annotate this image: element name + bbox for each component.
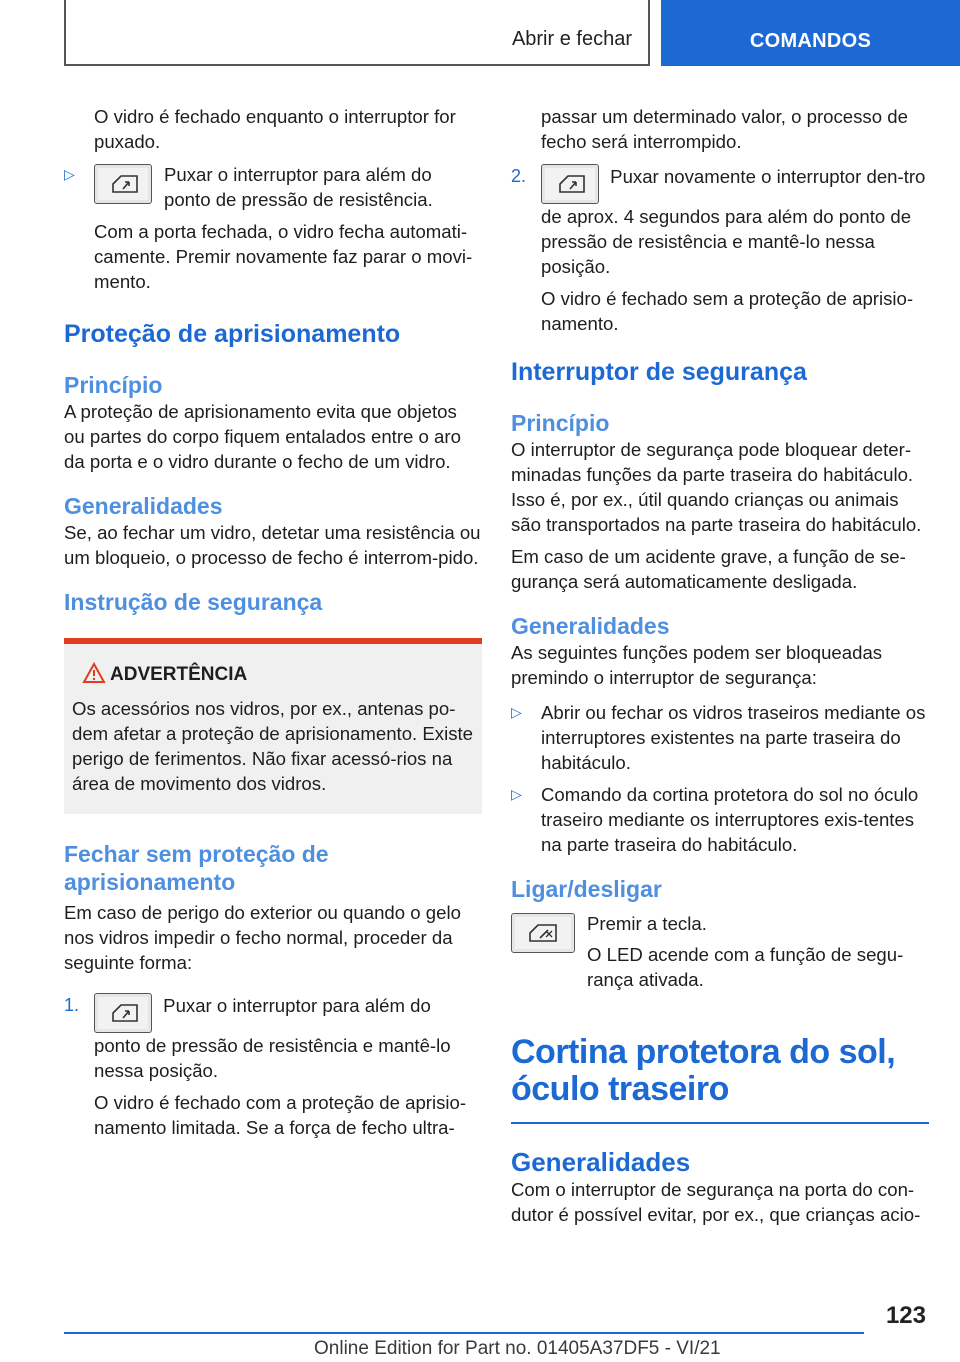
list-item <box>64 993 482 1083</box>
list-item <box>511 164 929 279</box>
continued-paragraph: passar um determinado valor, o processo de fecho será interrompido. <box>541 106 908 152</box>
step-number: 2. <box>511 166 527 186</box>
header-section-title: Abrir e fechar <box>511 28 632 50</box>
subheading-fechar: Fechar sem proteção de aprisionamento <box>64 841 329 895</box>
footer-rule <box>64 1332 864 1334</box>
warning-box <box>64 638 482 814</box>
subheading-ligar: Ligar/desligar <box>511 876 662 902</box>
warning-text: Os acessórios nos vidros, por ex., antenas po-dem afetar a proteção de aprisionamento. Existe perigo de ferimentos. Não fixar acessó-rios na área de movimento dos vidros. <box>72 698 474 794</box>
chapter-heading-cortina: Cortina protetora do sol, óculo traseiro <box>511 1033 896 1108</box>
step1-result: O vidro é fechado com a proteção de aprisio-namento limitada. Se a força de fecho ultra- <box>94 1092 467 1138</box>
generalidades-2-paragraph: Com o interruptor de segurança na porta do con-dutor é possível evitar, por ex., que crianças acio- <box>511 1179 921 1225</box>
list-item <box>511 782 929 857</box>
principio-paragraph-1: O interruptor de segurança pode bloquear deter-minadas funções da parte traseira do habitáculo. Isso é, por ex., útil quando crianças ou animais são transportados na parte traseira do habitáculo. <box>511 439 922 535</box>
generalidades-paragraph: As seguintes funções podem ser bloqueadas premindo o interruptor de segurança: <box>511 642 883 688</box>
bullet-triangle-icon: ▷ <box>511 704 522 720</box>
step-text: Puxar novamente o interruptor den-tro de aprox. 4 segundos para além do ponto de pressão de resistência e mantê-lo nessa posição. <box>541 166 926 277</box>
warning-title: ADVERTÊNCIA <box>72 664 474 686</box>
ligar-block <box>511 911 929 992</box>
principio-paragraph-2: Em caso de um acidente grave, a função de se-gurança será automaticamente desligada. <box>511 546 906 592</box>
subheading-generalidades: Generalidades <box>511 613 670 639</box>
subheading-instrucao: Instrução de segurança <box>64 589 323 615</box>
list-item <box>511 700 929 775</box>
bullet-text: Abrir ou fechar os vidros traseiros mediante os interruptores existentes na parte traseira do habitáculo. <box>541 702 926 773</box>
list-item <box>64 162 482 212</box>
auto-close-paragraph: Com a porta fechada, o vidro fecha automati-camente. Premir novamente faz parar o movi-mento. <box>94 221 473 292</box>
subheading-generalidades-2: Generalidades <box>511 1147 691 1177</box>
bullet-text: Puxar o interruptor para além do ponto de pressão de resistência. <box>164 164 433 210</box>
header-section-box <box>64 0 650 66</box>
header-chapter-label: COMANDOS <box>749 29 872 52</box>
subheading-generalidades: Generalidades <box>64 493 223 519</box>
page-number: 123 <box>885 1302 926 1329</box>
heading-rule <box>511 1122 929 1124</box>
step2-result: O vidro é fechado sem a proteção de aprisio-namento. <box>541 288 914 334</box>
step-text: Puxar o interruptor para além do ponto de pressão de resistência e mantê-lo nessa posição. <box>94 995 451 1081</box>
footer-edition: Online Edition for Part no. 01405A37DF5 - VI/21 <box>314 1338 721 1359</box>
generalidades-paragraph: Se, ao fechar um vidro, detetar uma resistência ou um bloqueio, o processo de fecho é interrom-pido. <box>64 522 481 568</box>
safety-switch-icon <box>511 913 575 953</box>
intro-paragraph: O vidro é fechado enquanto o interruptor for puxado. <box>94 106 456 152</box>
ligar-paragraph-2-first: O LED acende com a função de segu-rança ativada. <box>587 944 904 990</box>
window-switch-icon <box>541 164 599 204</box>
section-heading-protecao: Proteção de aprisionamento <box>64 320 401 348</box>
bullet-triangle-icon: ▷ <box>511 786 522 802</box>
section-heading-interruptor: Interruptor de segurança <box>511 358 807 386</box>
step-number: 1. <box>64 995 80 1015</box>
ligar-paragraph-1: Premir a tecla. <box>587 913 707 934</box>
principio-paragraph: A proteção de aprisionamento evita que objetos ou partes do corpo fiquem entalados entre o aro da porta e o vidro durante o fecho de um vidro. <box>64 401 461 472</box>
warning-triangle-icon <box>82 662 106 684</box>
subheading-principio: Princípio <box>64 372 163 398</box>
window-switch-icon <box>94 164 152 204</box>
window-switch-icon <box>94 993 152 1033</box>
fechar-paragraph: Em caso de perigo do exterior ou quando o gelo nos vidros impedir o fecho normal, proceder da seguinte forma: <box>64 902 461 973</box>
subheading-principio: Princípio <box>511 410 610 436</box>
bullet-triangle-icon: ▷ <box>64 166 75 182</box>
header-chapter-tab <box>661 0 960 66</box>
bullet-text: Comando da cortina protetora do sol no óculo traseiro mediante os interruptores exis-tentes na parte traseira do habitáculo. <box>541 784 919 855</box>
